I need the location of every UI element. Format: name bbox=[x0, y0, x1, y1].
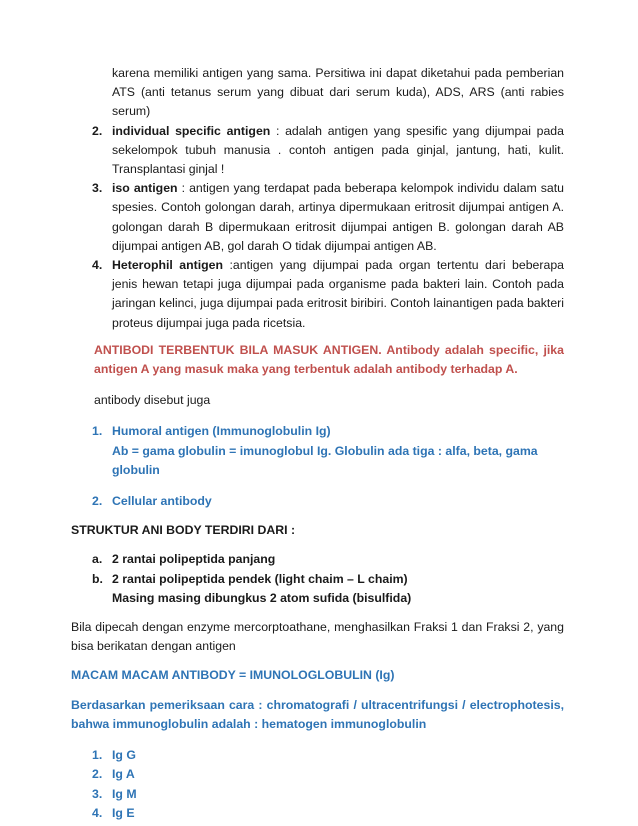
list-item bbox=[78, 804, 564, 823]
struktur-item-text: 2 rantai polipeptida pendek (light chaim – L chaim) bbox=[112, 571, 408, 586]
list-number: 1. bbox=[92, 748, 103, 763]
term: iso antigen bbox=[112, 181, 178, 196]
list-item bbox=[78, 492, 564, 511]
cellular-title: Cellular antibody bbox=[112, 494, 212, 509]
list-number: 4. bbox=[92, 258, 103, 273]
list-item bbox=[78, 765, 564, 784]
humoral-title: Humoral antigen (Immunoglobulin Ig) bbox=[112, 424, 331, 439]
list-item bbox=[78, 785, 564, 804]
list-number: 3. bbox=[92, 181, 103, 196]
ig-item-text: Ig G bbox=[112, 748, 136, 763]
continued-paragraph: karena memiliki antigen yang sama. Persitiwa ini dapat diketahui pada pemberian ATS (anti tetanus serum yang dibuat dari serum kuda), ADS, ARS (anti rabies serum) bbox=[112, 66, 564, 119]
struktur-item-subtext: Masing masing dibungkus 2 atom sufida (bisulfida) bbox=[112, 590, 412, 605]
list-number: 4. bbox=[92, 805, 103, 820]
list-item bbox=[78, 570, 564, 608]
ig-item-text: Ig E bbox=[112, 805, 135, 820]
struktur-heading: STRUKTUR ANI BODY TERDIRI DARI : bbox=[71, 523, 296, 538]
list-item bbox=[78, 256, 564, 333]
macam-heading: MACAM MACAM ANTIBODY = IMUNOLOGLOBULIN (Ig) bbox=[71, 668, 395, 683]
term: individual specific antigen bbox=[112, 123, 271, 138]
definition: : adalah antigen yang spesific yang dijumpai pada sekelompok tubuh manusia . contoh antigen pada ginjal, jantung, hati, kulit. Transplantasi ginjal ! bbox=[112, 123, 564, 177]
list-number: 2. bbox=[92, 494, 103, 509]
list-letter: a. bbox=[92, 552, 103, 567]
list-number: 2. bbox=[92, 123, 103, 138]
humoral-subtext: Ab = gama globulin = imunoglobul Ig. Globulin ada tiga : alfa, beta, gama globulin bbox=[112, 443, 538, 477]
list-number: 1. bbox=[92, 424, 103, 439]
antigen-list bbox=[78, 122, 564, 333]
definition: :antigen yang dijumpai pada organ tertentu dari beberapa jenis hewan tetapi juga dijumpai pada organisme pada bakteri lain. Contoh pada jaringan kelinci, juga dijumpai pada eritrosit biribiri. Contoh lainantigen pada bakteri proteus dijumpai juga pada ricetsia. bbox=[112, 258, 565, 330]
ig-list bbox=[78, 746, 564, 823]
list-item bbox=[78, 179, 564, 256]
list-number: 2. bbox=[92, 767, 103, 782]
definition: : antigen yang terdapat pada beberapa kelompok individu dalam satu spesies. Contoh golongan darah, artinya dipermukaan eritrosit dijumpai antigen A. golongan darah B dipermukaan eritrosit dijumpai antigen B. golongan darah AB dijumpai antigen AB, gol darah O tidak dijumpai antigen AB. bbox=[112, 181, 564, 253]
list-item bbox=[78, 422, 564, 480]
struktur-item-text: 2 rantai polipeptida panjang bbox=[112, 552, 276, 567]
list-letter: b. bbox=[92, 571, 103, 586]
enzyme-paragraph: Bila dipecah dengan enzyme mercorptoathane, menghasilkan Fraksi 1 dan Fraksi 2, yang bisa berikatan dengan antigen bbox=[71, 620, 564, 654]
document-page bbox=[71, 64, 565, 823]
list-item bbox=[78, 746, 564, 765]
list-item bbox=[78, 122, 564, 180]
ig-item-text: Ig M bbox=[112, 786, 137, 801]
ig-item-text: Ig A bbox=[112, 767, 135, 782]
berdasarkan-paragraph: Berdasarkan pemeriksaan cara : chromatografi / ultracentrifungsi / electrophotesis, bahwa immunoglobulin adalah : hematogen immunoglobulin bbox=[71, 697, 564, 731]
antibodi-heading: ANTIBODI TERBENTUK BILA MASUK ANTIGEN. Antibody adalah specific, jika antigen A yang masuk maka yang terbentuk adalah antibody terhadap A. bbox=[94, 342, 564, 377]
list-item bbox=[78, 550, 564, 569]
list-number: 3. bbox=[92, 786, 103, 801]
struktur-list bbox=[78, 550, 564, 608]
term: Heterophil antigen bbox=[112, 258, 224, 273]
antibody-disebut-text: antibody disebut juga bbox=[94, 393, 211, 408]
